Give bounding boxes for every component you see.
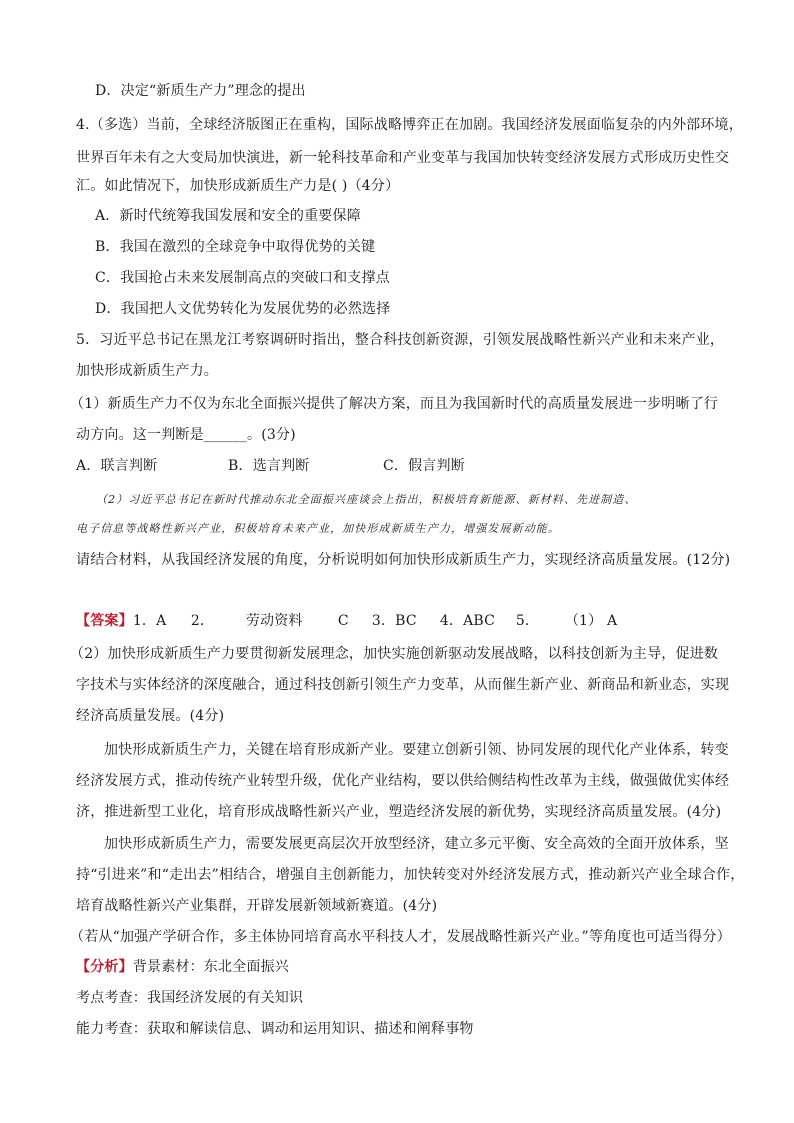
answer-p3-line2: 持“引进来”和“走出去”相结合，增强自主创新能力，加快转变对外经济发展方式，推动新兴产业全球合作， bbox=[76, 867, 745, 883]
q5-sub1-line2: 动方向。这一判断是______。(3分) bbox=[76, 427, 296, 443]
q5-sub2-line2: 电子信息等战略性新兴产业，积极培育未来产业，加快形成新质生产力，增强发展新动能。 bbox=[76, 522, 560, 535]
answer-item-4: 4．ABC bbox=[439, 613, 496, 629]
answer-note: （若从“加强产学研合作，多主体协同培育高水平科技人才，发展战略性新兴产业。”等角度也可适当得分） bbox=[70, 929, 731, 945]
analysis-label: 【分析】 bbox=[76, 959, 133, 975]
answer-item-2-text: 劳动资料 bbox=[245, 613, 303, 629]
q5-sub2-line1: （2）习近平总书记在新时代推动东北全面振兴座谈会上指出，积极培育新能源、新材料、先进制造、 bbox=[96, 493, 637, 506]
answer-p1-line1: （2）加快形成新质生产力要贯彻新发展理念，加快实施创新驱动发展战略，以科技创新为主导，促进数 bbox=[70, 646, 719, 662]
analysis-background bbox=[76, 957, 289, 977]
answer-p1-line3: 经济高质量发展。(4分) bbox=[76, 708, 225, 724]
answer-item-5: 5． bbox=[515, 613, 540, 629]
answer-item-2: 2． bbox=[190, 613, 215, 629]
analysis-background-text: 背景素材：东北全面振兴 bbox=[132, 959, 290, 975]
q5-sub1-option-c: C．假言判断 bbox=[383, 458, 465, 474]
analysis-nengli: 能力考查：获取和解读信息、调动和运用知识、描述和阐释事物 bbox=[76, 1021, 474, 1037]
q4-option-b: B．我国在激烈的全球竞争中取得优势的关键 bbox=[95, 239, 376, 255]
answer-summary bbox=[76, 611, 617, 631]
answer-item-1: 1．A bbox=[132, 613, 167, 629]
answer-p2-line3: 济，推进新型工业化，培育形成战略性新兴产业，塑造经济发展的新优势，实现经济高质量发展。(4分) bbox=[76, 804, 722, 820]
answer-item-3: 3．BC bbox=[371, 613, 417, 629]
answer-label: 【答案】 bbox=[76, 613, 133, 629]
analysis-kaodian: 考点考查：我国经济发展的有关知识 bbox=[76, 990, 304, 1006]
q4-option-d: D．我国把人文优势转化为发展优势的必然选择 bbox=[95, 301, 391, 317]
answer-item-5-1: （1） A bbox=[564, 613, 618, 629]
q5-sub1-options bbox=[76, 456, 465, 476]
q4-option-c: C．我国抢占未来发展制高点的突破口和支撑点 bbox=[95, 270, 390, 286]
q5-stem-line1: 5．习近平总书记在黑龙江考察调研时指出，整合科技创新资源，引领发展战略性新兴产业和未来产业， bbox=[76, 332, 725, 348]
answer-p1-line2: 字技术与实体经济的深度融合，通过科技创新引领生产力变革，从而催生新产业、新商品和新业态，实现 bbox=[76, 677, 730, 693]
answer-item-2-letter: C bbox=[337, 613, 349, 629]
q5-stem-line2: 加快形成新质生产力。 bbox=[76, 363, 218, 379]
q5-sub1-option-b: B．选言判断 bbox=[228, 458, 310, 474]
q4-stem-line2: 世界百年未有之大变局加快演进，新一轮科技革命和产业变革与我国加快转变经济发展方式形成历史性交 bbox=[76, 150, 730, 166]
q5-sub2-ask: 请结合材料，从我国经济发展的角度，分析说明如何加快形成新质生产力，实现经济高质量发展。(12分) bbox=[76, 552, 731, 568]
q3-option-d: D．决定“新质生产力”理念的提出 bbox=[95, 83, 306, 99]
answer-p2-line2: 经济发展方式，推动传统产业转型升级，优化产业结构，要以供给侧结构性改革为主线，做强做优实体经 bbox=[76, 773, 730, 789]
q5-sub1-line1: （1）新质生产力不仅为东北全面振兴提供了解决方案，而且为我国新时代的高质量发展进一步明晰了行 bbox=[70, 396, 719, 412]
q4-option-a: A．新时代统筹我国发展和安全的重要保障 bbox=[95, 208, 361, 224]
q4-stem-line3: 汇。如此情况下，加快形成新质生产力是( )（4分） bbox=[76, 178, 400, 194]
answer-p2-line1: 加快形成新质生产力，关键在培育形成新产业。要建立创新引领、协同发展的现代化产业体系，转变 bbox=[104, 742, 729, 758]
q5-sub1-option-a: A．联言判断 bbox=[76, 458, 158, 474]
q4-stem-line1: 4.（多选）当前，全球经济版图正在重构，国际战略博弈正在加剧。我国经济发展面临复杂的内外部环境， bbox=[76, 117, 743, 133]
answer-p3-line1: 加快形成新质生产力，需要发展更高层次开放型经济，建立多元平衡、安全高效的全面开放体系，坚 bbox=[104, 836, 729, 852]
answer-p3-line3: 培育战略性新兴产业集群，开辟发展新领域新赛道。(4分) bbox=[76, 898, 438, 914]
